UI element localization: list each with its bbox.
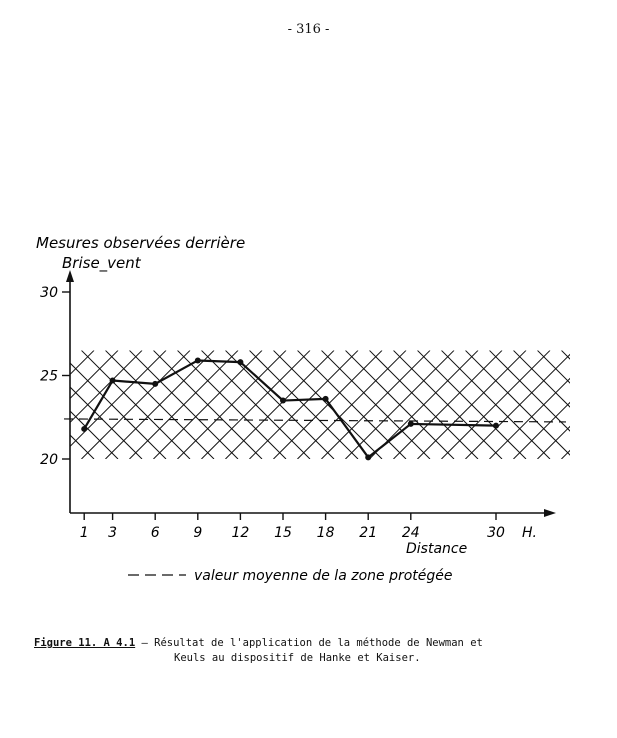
- hatch-line-up: [537, 350, 617, 459]
- x-axis-arrow: [544, 509, 556, 517]
- y-ticks: [40, 285, 70, 468]
- hatch-line-down: [537, 350, 617, 459]
- hatch-line-down: [0, 350, 94, 459]
- hatch-line-up: [513, 350, 617, 459]
- y-tick-label: 20: [40, 452, 58, 468]
- x-tick-label: 15: [274, 525, 292, 541]
- data-point: [81, 426, 87, 432]
- x-tick-label: 6: [150, 525, 160, 541]
- data-point: [365, 454, 371, 460]
- x-axis-label: Distance: [406, 541, 468, 557]
- x-tick-label: 21: [359, 525, 378, 541]
- x-tick-label: 24: [401, 525, 420, 541]
- caption-label: Figure 11. A 4.1: [34, 637, 136, 649]
- hatch-line-up: [0, 350, 94, 459]
- hatch-line-down: [513, 350, 617, 459]
- data-point: [493, 423, 499, 429]
- data-point: [195, 357, 201, 363]
- x-ticks: [80, 513, 505, 541]
- x-tick-label: 30: [487, 525, 505, 541]
- hatch-line-down: [561, 350, 617, 459]
- protected-zone-band: [0, 350, 617, 459]
- figure-caption: [34, 636, 604, 666]
- data-point: [408, 421, 414, 427]
- x-tick-label: 18: [316, 525, 335, 541]
- hatch-line-up: [561, 350, 617, 459]
- legend-mean-label: valeur moyenne de la zone protégée: [194, 568, 453, 584]
- y-axis-label-line1: Mesures observées derrière: [36, 234, 246, 252]
- x-tick-label: 9: [193, 525, 203, 541]
- data-point: [110, 378, 116, 384]
- y-tick-label: 30: [40, 285, 58, 301]
- y-tick-label: 25: [40, 368, 58, 385]
- data-point: [237, 359, 243, 365]
- mean-line: [64, 419, 566, 422]
- x-tick-label: 12: [231, 525, 250, 541]
- data-point: [280, 398, 286, 404]
- data-point: [152, 381, 158, 387]
- page-number: - 316 -: [287, 22, 330, 37]
- x-axis-unit: H.: [522, 525, 537, 541]
- hatch-line-up: [0, 350, 70, 459]
- hatch-line-down: [0, 350, 70, 459]
- x-tick-label: 1: [79, 525, 89, 541]
- y-axis-label-line2: Brise_vent: [62, 254, 141, 272]
- x-tick-label: 3: [108, 525, 118, 541]
- caption-line2: Keuls au dispositif de Hanke et Kaiser.: [174, 652, 421, 664]
- caption-line1: – Résultat de l'application de la méthode de Newman et: [141, 637, 483, 649]
- data-point: [323, 396, 329, 402]
